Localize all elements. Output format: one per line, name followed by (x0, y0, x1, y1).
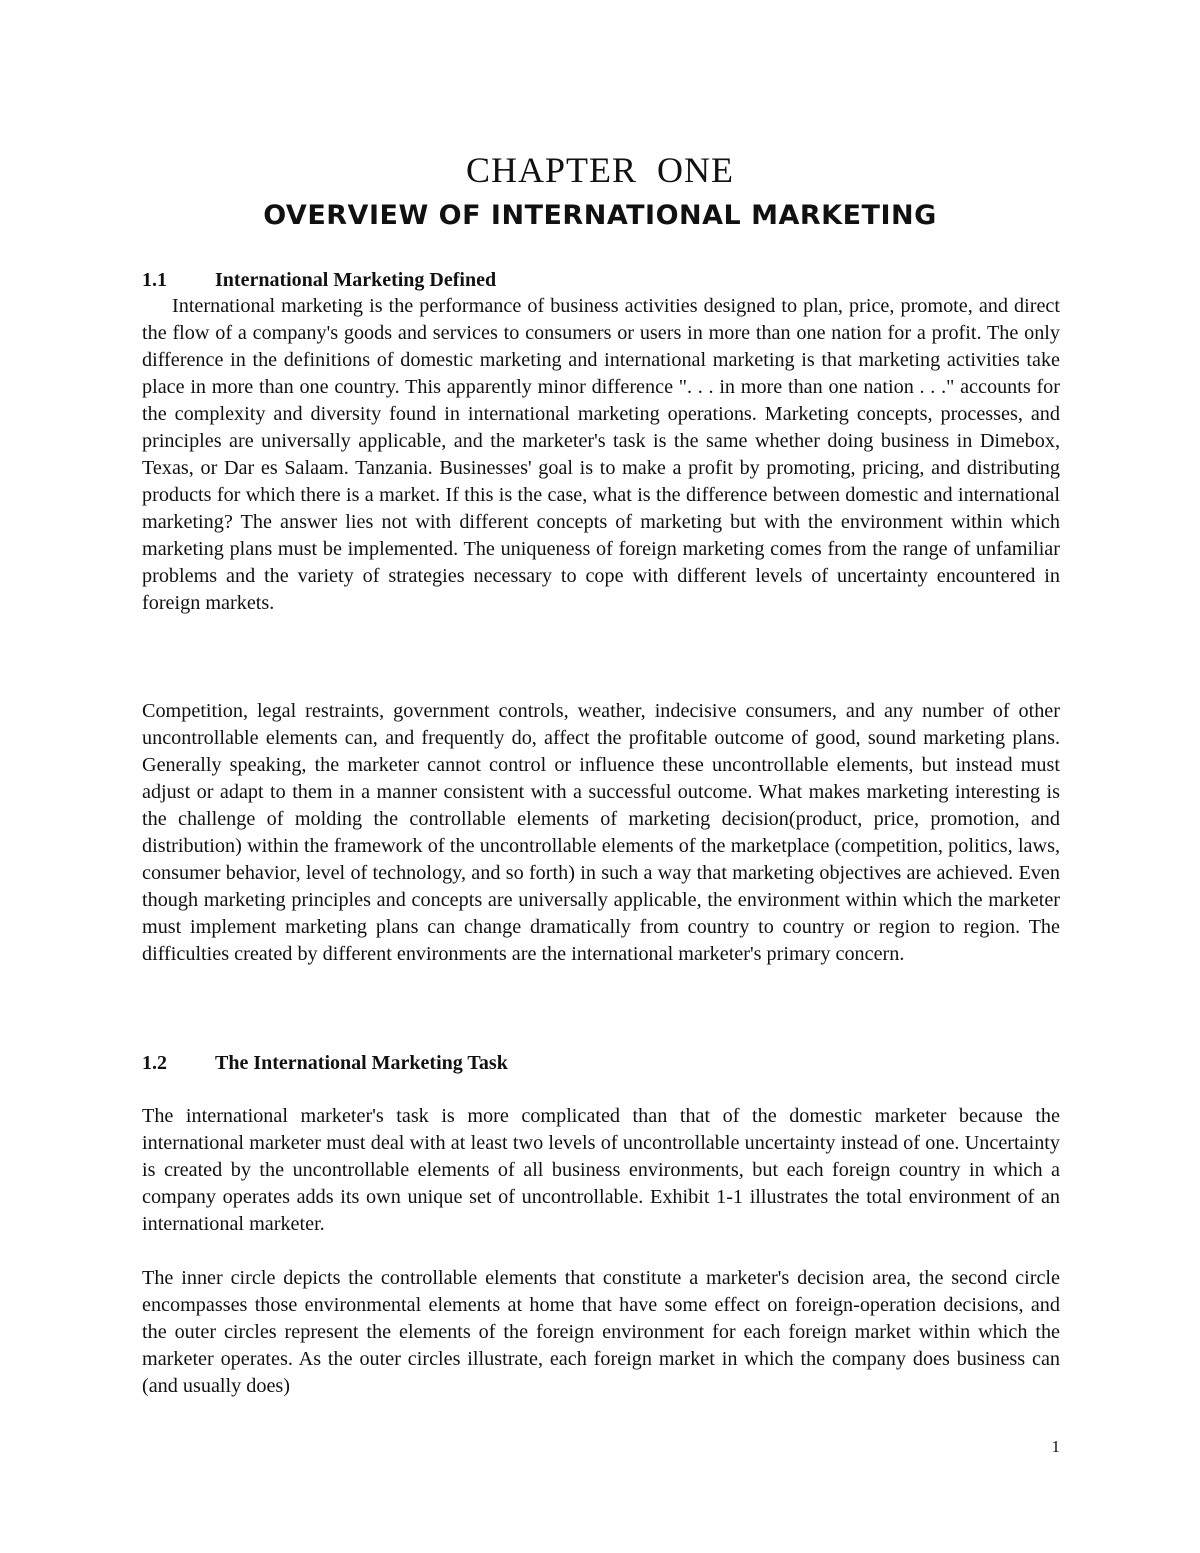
chapter-title: CHAPTER ONE (465, 150, 734, 190)
chapter-subtitle: OVERVIEW OF INTERNATIONAL MARKETING (263, 200, 937, 231)
paragraph-1-1-a: International marketing is the performance of business activities designed to plan, price, promote, and direct the flow of a company's goods and services to consumers or users in more than one nation for a profit. The only difference in the definitions of domestic marketing and international marketing is that marketing activities take place in more than one country. This apparently minor difference ". . . in more than one nation . . ." accounts for the complexity and diversity found in international marketing operations. Marketing concepts, processes, and principles are universally applicable, and the marketer's task is the same whether doing business in Dimebox, Texas, or Dar es Salaam. Tanzania. Businesses' goal is to make a profit by promoting, pricing, and distributing products for which there is a market. If this is the case, what is the difference between domestic and international marketing? The answer lies not with different concepts of marketing but with the environment within which marketing plans must be implemented. The uniqueness of foreign marketing comes from the range of unfamiliar problems and the variety of strategies necessary to cope with different levels of uncertainty encountered in foreign markets. (142, 295, 1060, 614)
section-number: 1.1 (142, 269, 167, 291)
section-heading-1-1 (142, 267, 496, 294)
paragraph-1-2-b: The inner circle depicts the controllable elements that constitute a marketer's decision area, the second circle encompasses those environmental elements at home that have some effect on foreign-operation decisions, and the outer circles represent the elements of the foreign environment for each foreign market within which the marketer operates. As the outer circles illustrate, each foreign market in which the company does business can (and usually does) (142, 1267, 1060, 1397)
paragraph-1-1-b: Competition, legal restraints, government controls, weather, indecisive consumers, and any number of other uncontrollable elements can, and frequently do, affect the profitable outcome of good, sound marketing plans. Generally speaking, the marketer cannot control or influence these uncontrollable elements, but instead must adjust or adapt to them in a manner consistent with a successful outcome. What makes marketing interesting is the challenge of molding the controllable elements of marketing decision(product, price, promotion, and distribution) within the framework of the uncontrollable elements of the marketplace (competition, politics, laws, consumer behavior, level of technology, and so forth) in such a way that marketing objectives are achieved. Even though marketing principles and concepts are universally applicable, the environment within which the marketer must implement marketing plans can change dramatically from country to country or region to region. The difficulties created by different environments are the international marketer's primary concern. (142, 700, 1060, 965)
paragraph-1-2-a: The international marketer's task is more complicated than that of the domestic marketer because the international marketer must deal with at least two levels of uncontrollable uncertainty instead of one. Uncertainty is created by the uncontrollable elements of all business environments, but each foreign country in which a company operates adds its own unique set of uncontrollable. Exhibit 1-1 illustrates the total environment of an international marketer. (142, 1105, 1060, 1235)
section-number: 1.2 (142, 1052, 167, 1074)
section-title: The International Marketing Task (215, 1052, 508, 1074)
page-number: 1 (1051, 1437, 1060, 1456)
section-heading-1-2 (142, 1050, 508, 1077)
section-title: International Marketing Defined (215, 269, 497, 291)
